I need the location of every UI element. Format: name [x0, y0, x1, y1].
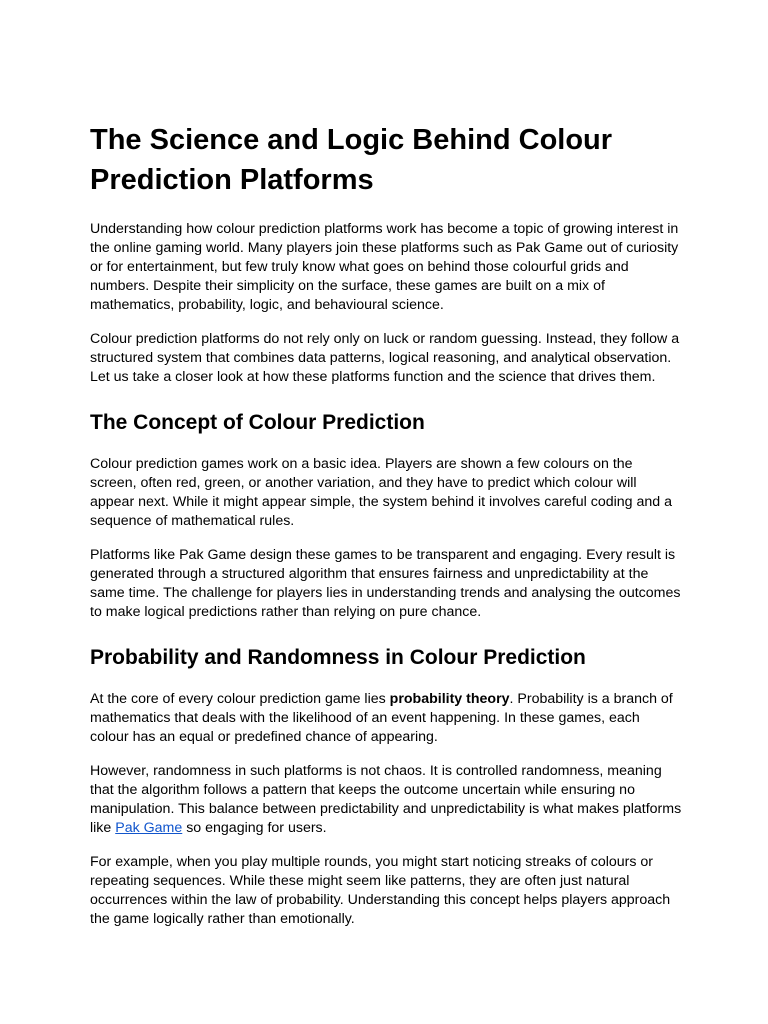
intro-paragraph-1: Understanding how colour prediction platforms work has become a topic of growing interest in the online gaming world. Many players join these platforms such as Pak Game out of curiosity or for entertainment, but few truly know what goes on behind those colourful grids and numbers. Despite their simplicity on the surface, these games are built on a mix of mathematics, probability, logic, and behavioural science. [90, 221, 679, 313]
probability-paragraph-1 [90, 690, 682, 747]
probability-p2-text-after: so engaging for users. [182, 820, 327, 836]
probability-p1-text-before: At the core of every colour prediction game lies [90, 691, 390, 707]
intro-paragraph-2: Colour prediction platforms do not rely only on luck or random guessing. Instead, they follow a structured system that combines data patterns, logical reasoning, and analytical observation. Let us take a closer look at how these platforms function and the science that drives them. [90, 331, 680, 385]
concept-paragraph-2: Platforms like Pak Game design these games to be transparent and engaging. Every result is generated through a structured algorithm that ensures fairness and unpredictability at the same time. The challenge for players lies in understanding trends and analysing the outcomes to make logical predictions rather than relying on pure chance. [90, 547, 681, 620]
probability-paragraph-2 [90, 762, 682, 838]
section-heading-concept: The Concept of Colour Prediction [90, 411, 425, 434]
probability-paragraph-3: For example, when you play multiple rounds, you might start noticing streaks of colours or repeating sequences. While these might seem like patterns, they are often just natural occurrences within the law of probability. Understanding this concept helps players approach the game logically rather than emotionally. [90, 854, 671, 927]
pak-game-link[interactable]: Pak Game [115, 820, 183, 836]
document-page [90, 120, 682, 929]
probability-theory-bold: probability theory [389, 691, 510, 707]
probability-p1-text-after: . Probability is a branch of mathematics that deals with the likelihood of an event happening. In these games, each colour has an equal or predefined chance of appearing. [90, 691, 673, 745]
probability-p2-text-before: However, randomness in such platforms is not chaos. It is controlled randomness, meaning that the algorithm follows a pattern that keeps the outcome uncertain while ensuring no manipulation. This balance between predictability and unpredictability is what makes platforms like [90, 763, 682, 836]
concept-paragraph-1: Colour prediction games work on a basic idea. Players are shown a few colours on the screen, often red, green, or another variation, and they have to predict which colour will appear next. While it might appear simple, the system behind it involves careful coding and a sequence of mathematical rules. [90, 456, 672, 529]
section-heading-probability: Probability and Randomness in Colour Prediction [90, 646, 586, 669]
document-title: The Science and Logic Behind Colour Prediction Platforms [90, 124, 613, 196]
